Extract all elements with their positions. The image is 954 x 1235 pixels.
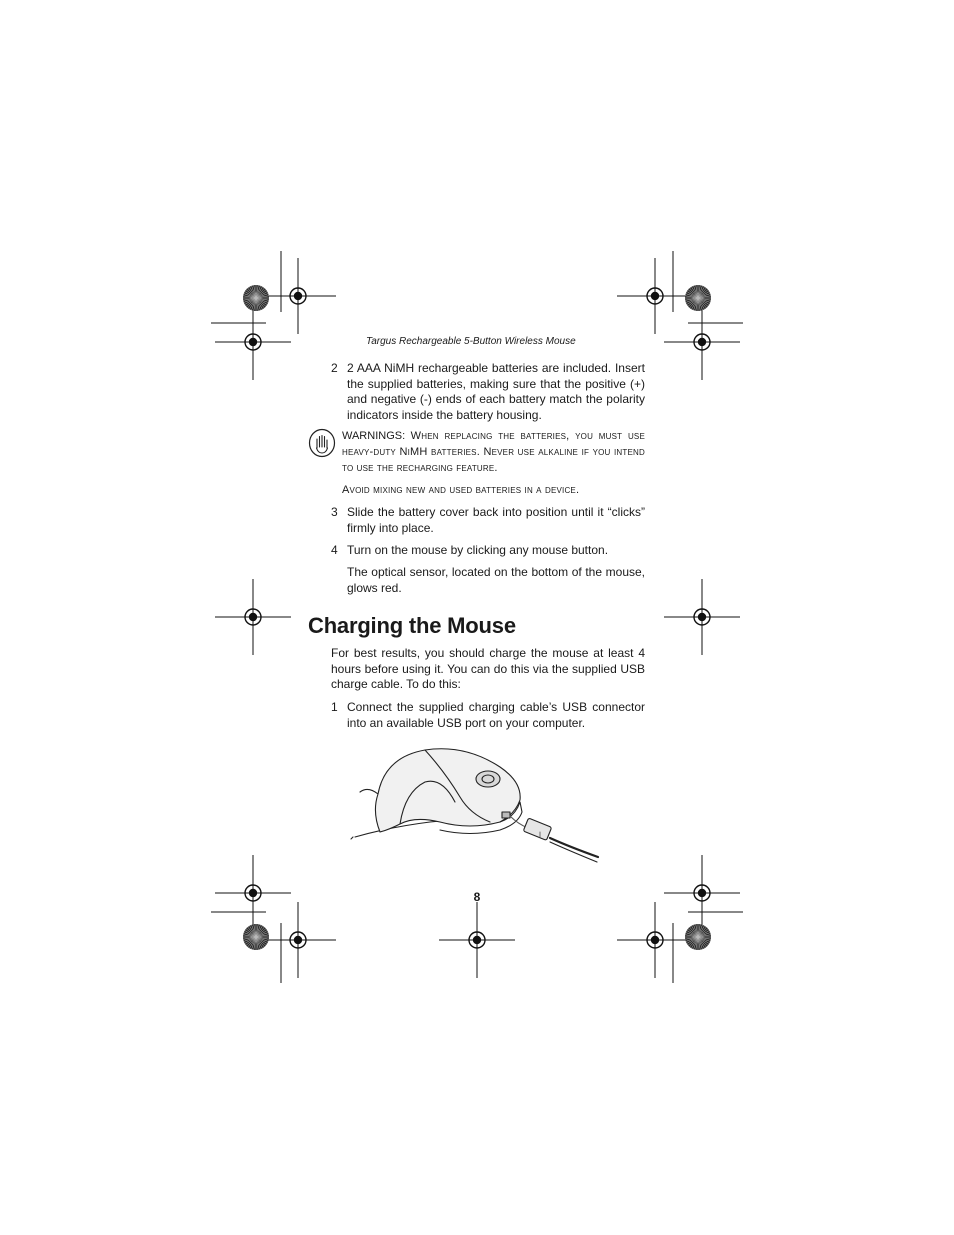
step-4-text: Turn on the mouse by clicking any mouse button. [347,543,609,557]
warning-label: WARNINGS: [342,430,406,442]
step-number-2: 2 [331,361,338,375]
section-title: Charging the Mouse [308,613,516,638]
registration-dot [698,338,706,346]
registration-dot [651,292,659,300]
registration-dot [249,889,257,897]
step-number-4: 4 [331,543,338,557]
hand-warning-icon [308,428,336,458]
registration-dot [294,936,302,944]
registration-dot [698,889,706,897]
step-2-text: 2 AAA NiMH rechargeable batteries are included. Insert the supplied batteries, making sure that the positive (+) and negative (-) ends of each battery match the polarity indicators inside the battery housing. [347,361,645,422]
warning-block [342,428,645,476]
step-1-text: Connect the supplied charging cable’s USB connector into an available USB port on your computer. [347,700,645,730]
registration-dot [473,936,481,944]
warning-extra: Avoid mixing new and used batteries in a device. [342,484,580,496]
page-number: 8 [473,890,481,904]
step-number-3: 3 [331,505,338,519]
registration-dot [294,292,302,300]
section-intro: For best results, you should charge the mouse at least 4 hours before using it. You can do this via the supplied USB charge cable. To do this: [331,646,645,692]
warning-text: When replacing the batteries, you must use heavy-duty NiMH batteries. Never use alkaline if you intend to use the recharging feature. [342,430,645,474]
step-number-1: 1 [331,700,338,714]
registration-dot [249,613,257,621]
step-3-text: Slide the battery cover back into position until it “clicks” firmly into place. [347,505,645,535]
registration-dot [249,338,257,346]
running-header: Targus Rechargeable 5-Button Wireless Mouse [366,336,576,347]
registration-dot [651,936,659,944]
registration-dot [698,613,706,621]
mouse-with-usb-cable-illustration [350,742,605,867]
step-4-note: The optical sensor, located on the bottom of the mouse, glows red. [347,565,645,595]
